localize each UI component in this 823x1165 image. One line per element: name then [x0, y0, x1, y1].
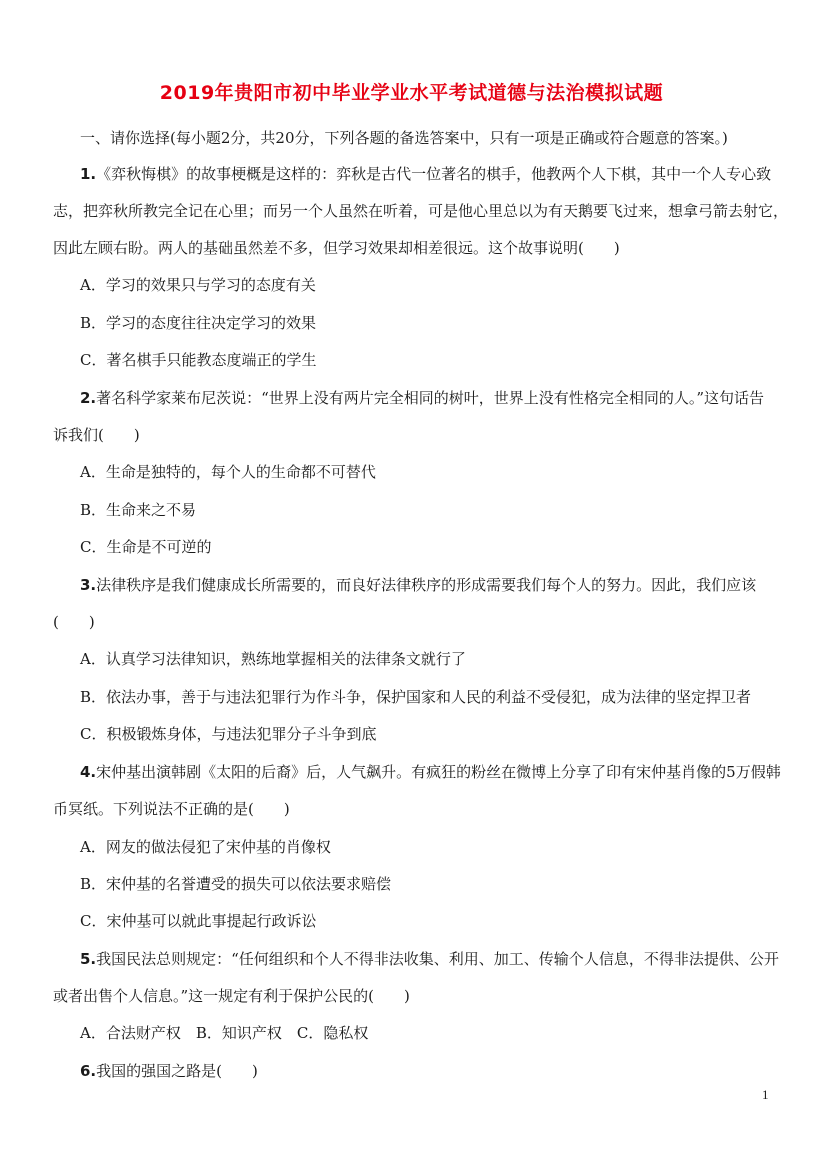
question-3-line-1 [80, 574, 756, 596]
question-text: 我国的强国之路是( ) [96, 1062, 258, 1080]
page-number: 1 [762, 1087, 769, 1102]
question-3-option-c: C．积极锻炼身体，与违法犯罪分子斗争到底 [80, 725, 377, 743]
question-4-option-b: B．宋仲基的名誉遭受的损失可以依法要求赔偿 [80, 875, 392, 893]
question-number: 4. [80, 763, 97, 781]
question-2-option-a: A．生命是独特的，每个人的生命都不可替代 [80, 463, 376, 481]
section-heading: 一、请你选择(每小题2分，共20分，下列各题的备选答案中，只有一项是正确或符合题意的答案。) [80, 129, 728, 147]
question-number: 5. [80, 950, 97, 968]
question-4-option-a: A．网友的做法侵犯了宋仲基的肖像权 [80, 838, 331, 856]
question-1-line-1 [80, 163, 771, 185]
question-1-option-c: C．著名棋手只能教态度端正的学生 [80, 351, 317, 369]
question-5-line-2: 或者出售个人信息。”这一规定有利于保护公民的( ) [53, 987, 410, 1005]
question-4-line-2: 币冥纸。下列说法不正确的是( ) [53, 800, 290, 818]
question-2-line-2: 诉我们( ) [53, 426, 140, 444]
question-text: 著名科学家莱布尼茨说：“世界上没有两片完全相同的树叶，世界上没有性格完全相同的人。”这句话告 [96, 389, 764, 407]
question-3-option-b: B．依法办事，善于与违法犯罪行为作斗争，保护国家和人民的利益不受侵犯，成为法律的坚定捍卫者 [80, 688, 752, 706]
question-6-line-1 [80, 1060, 258, 1082]
question-5-options: A．合法财产权 B．知识产权 C．隐私权 [80, 1024, 369, 1042]
question-2-option-c: C．生命是不可逆的 [80, 538, 212, 556]
question-text: 我国民法总则规定：“任何组织和个人不得非法收集、利用、加工、传输个人信息，不得非法提供、公开 [96, 950, 779, 968]
question-number: 2. [80, 389, 97, 407]
question-number: 1. [80, 165, 97, 183]
question-text: 法律秩序是我们健康成长所需要的，而良好法律秩序的形成需要我们每个人的努力。因此，我们应该 [96, 576, 757, 594]
question-number: 6. [80, 1062, 97, 1080]
question-4-option-c: C．宋仲基可以就此事提起行政诉讼 [80, 912, 317, 930]
question-5-line-1 [80, 948, 779, 970]
question-1-option-a: A．学习的效果只与学习的态度有关 [80, 276, 316, 294]
question-number: 3. [80, 576, 97, 594]
question-1-option-b: B．学习的态度往往决定学习的效果 [80, 314, 317, 332]
question-4-line-1 [80, 761, 781, 783]
page-title: 2019年贵阳市初中毕业学业水平考试道德与法治模拟试题 [159, 82, 664, 104]
question-text: 宋仲基出演韩剧《太阳的后裔》后，人气飙升。有疯狂的粉丝在微博上分享了印有宋仲基肖像的5万假韩 [96, 763, 781, 781]
question-3-line-2: ( ) [53, 613, 95, 631]
question-1-line-2: 志，把弈秋所教完全记在心里；而另一个人虽然在听着，可是他心里总以为有天鹅要飞过来，想拿弓箭去射它， [53, 202, 789, 220]
question-2-option-b: B．生命来之不易 [80, 501, 197, 519]
question-2-line-1 [80, 387, 764, 409]
question-1-line-3: 因此左顾右盼。两人的基础虽然差不多，但学习效果却相差很远。这个故事说明( ) [53, 239, 620, 257]
question-text: 《弈秋悔棋》的故事梗概是这样的：弈秋是古代一位著名的棋手，他教两个人下棋，其中一个人专心致 [96, 165, 772, 183]
question-3-option-a: A．认真学习法律知识，熟练地掌握相关的法律条文就行了 [80, 650, 466, 668]
